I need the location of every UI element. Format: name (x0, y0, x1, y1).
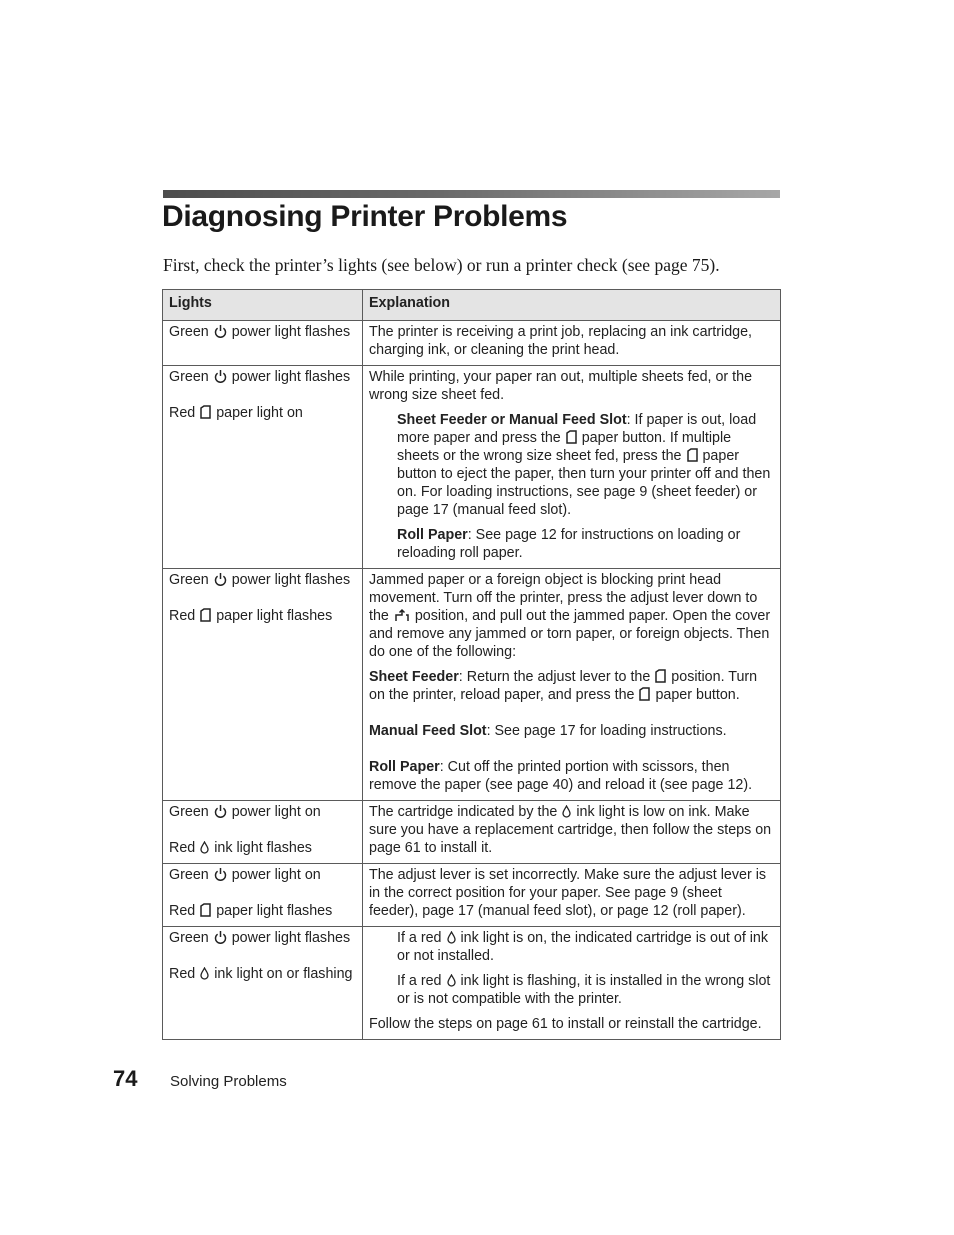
light-text: power light flashes (231, 930, 351, 946)
paper-icon (687, 448, 698, 462)
explanation-text (369, 526, 775, 562)
explanation-cell (363, 569, 781, 801)
light-text: power light on (231, 867, 321, 883)
light-color: Green (169, 369, 209, 385)
table-header-row (163, 290, 781, 321)
lights-cell (163, 927, 363, 1040)
power-icon (214, 369, 227, 383)
text-run: position. Turn on the printer, reload paper, and press the (369, 669, 758, 703)
light-status (169, 839, 357, 857)
paper-icon (655, 669, 666, 683)
lights-cell (163, 801, 363, 864)
explanation-text (369, 929, 775, 965)
text-run: paper button. (655, 687, 740, 703)
light-text: paper light flashes (216, 903, 333, 919)
explanation-text (369, 722, 775, 740)
explanation-text (369, 803, 775, 857)
light-text: power light flashes (231, 572, 351, 588)
table-row (163, 321, 781, 366)
power-icon (214, 572, 227, 586)
intro-text: First, check the printer’s lights (see below) or run a printer check (see page 75). (163, 255, 720, 275)
table-row (163, 864, 781, 927)
light-text: power light on (231, 804, 321, 820)
text-run: position, and pull out the jammed paper. Open the cover and remove any jammed or torn paper, or foreign objects. Then do one of the following: (369, 608, 771, 660)
page-number: 74 (113, 1066, 138, 1091)
paper-icon (566, 430, 577, 444)
explanation-text (369, 411, 775, 519)
header-explanation: Explanation (363, 290, 781, 321)
light-color: Green (169, 804, 209, 820)
table-row (163, 366, 781, 569)
power-icon (214, 324, 227, 338)
explanation-text (369, 571, 775, 661)
text-run: ink light is low on ink. Make sure you have a replacement cartridge, then follow the steps on page 61 to install it. (369, 804, 772, 856)
text-run: : If paper is out, load more paper and press the (397, 412, 757, 446)
bold-label: Manual Feed Slot (369, 723, 487, 739)
lights-cell (163, 864, 363, 927)
light-status (169, 368, 357, 386)
light-color: Green (169, 572, 209, 588)
light-color: Red (169, 608, 196, 624)
light-color: Green (169, 324, 209, 340)
light-status (169, 902, 357, 920)
explanation-cell (363, 801, 781, 864)
power-icon (214, 804, 227, 818)
explanation-text: While printing, your paper ran out, multiple sheets fed, or the wrong size sheet fed. (369, 369, 753, 403)
ink-icon (200, 967, 209, 980)
text-run: ink light is flashing, it is installed in the wrong slot or is not compatible with the printer. (397, 973, 771, 1007)
explanation-cell (363, 927, 781, 1040)
light-color: Red (169, 966, 196, 982)
paper-icon (200, 903, 211, 917)
text-run: paper button. If multiple sheets or the wrong size sheet fed, press the (397, 430, 732, 464)
bold-label: Roll Paper (369, 759, 440, 775)
ink-icon (447, 974, 456, 987)
header-lights: Lights (163, 290, 363, 321)
text-run: paper button to eject the paper, then turn your printer off and then on. For loading instructions, see page 9 (sheet feeder) or page 17 (manual feed slot). (397, 448, 771, 518)
explanation-text: The adjust lever is set incorrectly. Make sure the adjust lever is in the correct position for your paper. See page 9 (sheet feeder), page 17 (manual feed slot), or page 12 (roll paper). (369, 867, 767, 919)
ink-icon (562, 805, 571, 818)
adjust-lever-icon (394, 608, 410, 622)
light-status (169, 866, 357, 884)
ink-icon (447, 931, 456, 944)
text-run: : See page 12 for instructions on loading or reloading roll paper. (397, 527, 741, 561)
light-color: Red (169, 405, 196, 421)
lights-cell (163, 569, 363, 801)
explanation-text (369, 758, 775, 794)
diagnosis-table (162, 289, 781, 1040)
explanation-text: The printer is receiving a print job, replacing an ink cartridge, charging ink, or cleaning the print head. (369, 324, 753, 358)
light-text: paper light flashes (216, 608, 333, 624)
light-color: Red (169, 903, 196, 919)
explanation-text (369, 972, 775, 1008)
text-run: : Cut off the printed portion with scissors, then remove the paper (see page 40) and reload it (see page 12). (369, 759, 753, 793)
light-status (169, 404, 357, 422)
light-text: paper light on (216, 405, 303, 421)
explanation-cell (363, 321, 781, 366)
text-run: If a red (397, 973, 442, 989)
light-status (169, 929, 357, 947)
light-status (169, 803, 357, 821)
lights-cell (163, 366, 363, 569)
text-run: : Return the adjust lever to the (458, 669, 651, 685)
lights-cell (163, 321, 363, 366)
light-text: ink light flashes (214, 840, 312, 856)
light-color: Red (169, 840, 196, 856)
light-status (169, 571, 357, 589)
explanation-text: Follow the steps on page 61 to install or reinstall the cartridge. (369, 1016, 762, 1032)
light-color: Green (169, 867, 209, 883)
explanation-cell (363, 864, 781, 927)
ink-icon (200, 841, 209, 854)
table-row (163, 927, 781, 1040)
light-color: Green (169, 930, 209, 946)
page-title: Diagnosing Printer Problems (162, 200, 568, 233)
power-icon (214, 930, 227, 944)
paper-icon (639, 687, 650, 701)
paper-icon (200, 405, 211, 419)
section-title: Solving Problems (170, 1073, 287, 1090)
light-text: ink light on or flashing (214, 966, 353, 982)
light-text: power light flashes (231, 324, 351, 340)
light-status (169, 323, 357, 341)
text-run: Jammed paper or a foreign object is blocking print head movement. Turn off the printer, press the adjust lever down to the (369, 572, 758, 624)
bold-label: Sheet Feeder or Manual Feed Slot (397, 412, 627, 428)
text-run: : See page 17 for loading instructions. (486, 723, 727, 739)
paper-icon (200, 608, 211, 622)
page-footer (113, 1066, 287, 1092)
table-row (163, 801, 781, 864)
text-run: The cartridge indicated by the (369, 804, 558, 820)
text-run: ink light is on, the indicated cartridge is out of ink or not installed. (397, 930, 769, 964)
power-icon (214, 867, 227, 881)
light-status (169, 607, 357, 625)
bold-label: Roll Paper (397, 527, 468, 543)
light-text: power light flashes (231, 369, 351, 385)
table-row (163, 569, 781, 801)
header-rule-bar (163, 190, 780, 198)
bold-label: Sheet Feeder (369, 669, 459, 685)
text-run: If a red (397, 930, 442, 946)
explanation-cell (363, 366, 781, 569)
light-status (169, 965, 357, 983)
explanation-text (369, 668, 775, 704)
